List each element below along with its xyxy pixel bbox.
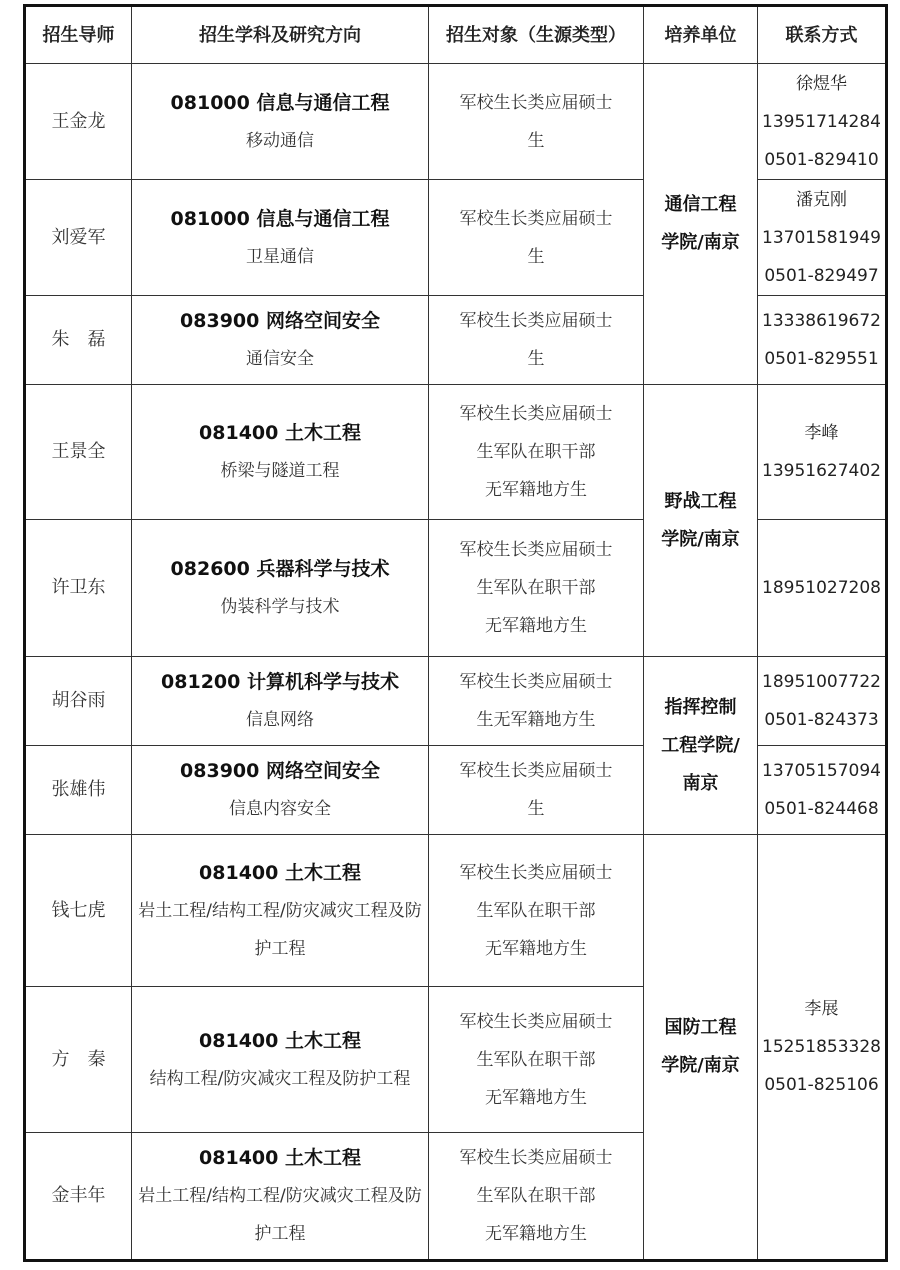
unit-line: 野战工程 [664,490,737,512]
unit-line: 南京 [682,772,719,794]
research-direction: 桥梁与隧道工程 [220,461,340,481]
unit-line: 学院/南京 [661,232,740,253]
table-row [25,64,887,180]
research-direction: 岩土工程/结构工程/防灾减灾工程及防护工程 [138,900,422,959]
target-line: 无军籍地方生 [485,1224,587,1244]
unit-cell [644,64,758,385]
header-subject: 招生学科及研究方向 [132,6,429,64]
header-unit: 培养单位 [644,6,758,64]
contact-cell [758,657,887,746]
unit-line: 工程学院/ [661,734,740,756]
target-line: 无军籍地方生 [485,616,587,636]
research-direction: 岩土工程/结构工程/防灾减灾工程及防护工程 [138,1186,422,1244]
contact-cell [758,180,887,296]
contact-line: 徐煜华 [796,73,847,94]
research-direction: 移动通信 [246,130,314,151]
table-row [25,520,887,657]
table-row [25,180,887,296]
unit-line: 学院/南京 [661,528,740,550]
tutor-name: 朱 磊 [25,296,132,385]
target-cell [429,835,644,987]
target-line: 军校生长类应届硕士 [459,540,613,560]
subject-code: 081400 土木工程 [199,1147,361,1169]
subject-cell [132,987,429,1133]
subject-code: 081400 土木工程 [199,1029,361,1052]
target-cell [429,987,644,1133]
subject-code: 083900 网络空间安全 [180,760,380,782]
unit-line: 通信工程 [664,194,737,215]
contact-cell [758,385,887,520]
target-line: 生 [527,130,545,151]
tutor-name: 王景全 [25,385,132,520]
header-tutor: 招生导师 [25,6,132,64]
target-line: 军校生长类应届硕士 [459,311,613,331]
subject-code: 081200 计算机科学与技术 [161,671,399,693]
tutor-name: 钱七虎 [25,835,132,987]
header-row [25,6,887,64]
research-direction: 信息网络 [246,710,314,730]
contact-line: 0501-829497 [764,265,879,286]
research-direction: 结构工程/防灾减灾工程及防护工程 [149,1068,411,1089]
contact-line: 18951027208 [762,578,881,598]
target-line: 军校生长类应届硕士 [459,208,613,229]
target-line: 生 [527,246,545,267]
subject-code: 081000 信息与通信工程 [170,207,390,230]
target-line: 无军籍地方生 [485,938,587,959]
subject-cell [132,520,429,657]
contact-line: 15251853328 [762,1037,881,1057]
target-line: 军校生长类应届硕士 [459,92,613,113]
target-cell [429,296,644,385]
target-cell [429,746,644,835]
unit-cell [644,385,758,657]
research-direction: 信息内容安全 [229,799,331,819]
target-line: 军校生长类应届硕士 [459,1011,613,1032]
header-target: 招生对象（生源类型） [429,6,644,64]
tutor-name: 金丰年 [25,1133,132,1261]
tutor-name: 方 秦 [25,987,132,1133]
unit-cell [644,657,758,835]
subject-code: 083900 网络空间安全 [180,310,380,332]
contact-line: 13338619672 [762,311,881,331]
subject-cell [132,385,429,520]
target-line: 生军队在职干部 [476,1049,596,1070]
target-cell [429,1133,644,1261]
target-line: 军校生长类应届硕士 [459,1148,613,1168]
table-row [25,835,887,987]
contact-line: 13705157094 [762,761,881,781]
target-line: 军校生长类应届硕士 [459,672,613,692]
contact-line: 13951714284 [762,111,881,132]
target-line: 无军籍地方生 [485,480,587,500]
contact-line: 0501-824468 [764,799,879,819]
tutor-name: 刘爱军 [25,180,132,296]
target-line: 生军队在职干部 [476,442,596,462]
admissions-table [23,4,888,1262]
target-cell [429,657,644,746]
target-line: 生 [527,349,545,369]
target-line: 军校生长类应届硕士 [459,862,613,883]
contact-line: 0501-825106 [764,1075,879,1095]
subject-code: 081000 信息与通信工程 [170,91,390,114]
target-cell [429,520,644,657]
target-cell [429,385,644,520]
contact-line: 李展 [804,999,839,1019]
subject-code: 081400 土木工程 [199,422,361,444]
research-direction: 伪装科学与技术 [220,597,340,617]
research-direction: 卫星通信 [246,246,314,267]
subject-cell [132,746,429,835]
contact-cell [758,835,887,1261]
contact-line: 李峰 [804,423,839,443]
tutor-name: 胡谷雨 [25,657,132,746]
research-direction: 通信安全 [246,349,314,369]
unit-line: 指挥控制 [664,696,737,718]
subject-cell [132,296,429,385]
contact-cell [758,520,887,657]
target-line: 军校生长类应届硕士 [459,761,613,781]
table-row [25,385,887,520]
tutor-name: 王金龙 [25,64,132,180]
target-cell [429,64,644,180]
table-row [25,296,887,385]
header-contact: 联系方式 [758,6,887,64]
target-line: 军校生长类应届硕士 [459,404,613,424]
tutor-name: 许卫东 [25,520,132,657]
target-line: 生军队在职干部 [476,578,596,598]
contact-cell [758,746,887,835]
target-line: 生军队在职干部 [476,1186,596,1206]
table-row [25,657,887,746]
target-line: 生 [527,799,545,819]
contact-line: 18951007722 [762,672,881,692]
subject-cell [132,64,429,180]
subject-cell [132,180,429,296]
contact-line: 0501-824373 [764,710,879,730]
tutor-name: 张雄伟 [25,746,132,835]
subject-cell [132,1133,429,1261]
subject-code: 081400 土木工程 [199,861,361,884]
contact-line: 0501-829551 [764,349,879,369]
unit-cell [644,835,758,1261]
subject-cell [132,835,429,987]
target-line: 生无军籍地方生 [476,710,596,730]
contact-line: 13951627402 [762,461,881,481]
contact-cell [758,64,887,180]
contact-line: 0501-829410 [764,149,879,170]
contact-line: 13701581949 [762,227,881,248]
subject-code: 082600 兵器科学与技术 [170,558,390,580]
unit-line: 学院/南京 [661,1055,740,1076]
unit-line: 国防工程 [664,1017,737,1038]
target-line: 无军籍地方生 [485,1087,587,1108]
target-cell [429,180,644,296]
subject-cell [132,657,429,746]
contact-line: 潘克刚 [796,189,847,210]
target-line: 生军队在职干部 [476,900,596,921]
contact-cell [758,296,887,385]
table-row [25,746,887,835]
